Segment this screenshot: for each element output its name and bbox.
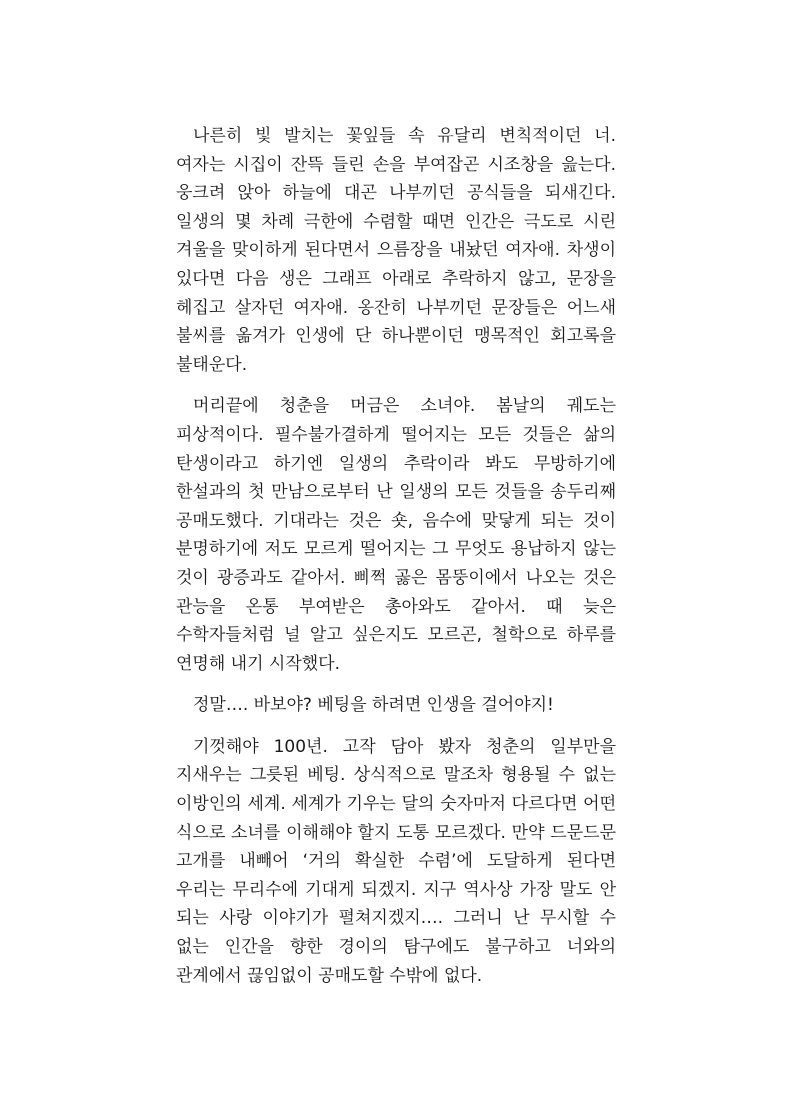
body-text [176,122,616,1003]
paragraph-1: 나른히 빛 발치는 꽃잎들 속 유달리 변칙적이던 너. 여자는 시집이 잔뜩 들린 손을 부여잡곤 시조창을 읊는다. 웅크려 앉아 하늘에 대곤 나부끼던 공식들을 되새긴다. 일생의 몇 차례 극한에 수렴할 때면 인간은 극도로 시린 겨울을 맞이하게 된다면서 으름장을 내놨던 여자애. 차생이 있다면 다음 생은 그래프 아래로 추락하지 않고, 문장을 헤집고 살자던 여자애. 옹잔히 나부끼던 문장들은 어느새 불씨를 옮겨가 인생에 단 하나뿐이던 맹목적인 회고록을 불태운다. [176,126,616,375]
paragraph-3: 정말…. 바보야? 베팅을 하려면 인생을 걸어야지! [193,695,554,716]
paragraph-2: 머리끝에 청춘을 머금은 소녀야. 봄날의 궤도는 피상적이다. 필수불가결하게 떨어지는 모든 것들은 삶의 탄생이라고 하기엔 일생의 추락이라 봐도 무방하기에 한설과의 첫 만남으로부터 난 일생의 모든 것들을 송두리째 공매도했다. 기대라는 것은 숏, 음수에 맞닿게 되는 것이 분명하기에 저도 모르게 떨어지는 그 무엇도 용납하지 않는 것이 광증과도 같아서. 삐쩍 곯은 몸뚱이에서 나오는 것은 관능을 온통 부여받은 총아와도 같아서. 때 늦은 수학자들처럼 널 알고 싶은지도 모르곤, 철학으로 하루를 연명해 내기 시작했다. [176,396,616,674]
paragraph-4: 기껏해야 100년. 고작 담아 봤자 청춘의 일부만을 지새우는 그릇된 베팅. 상식적으로 말조차 형용될 수 없는 이방인의 세계. 세계가 기우는 달의 숫자마저 다르다면 어떤 식으로 소녀를 이해해야 할지 도통 모르겠다. 만약 드문드문 고개를 내빼어 ‘거의 확실한 수렴’에 도달하게 된다면 우리는 무리수에 기대게 되겠지. 지구 역사상 가장 말도 안 되는 사랑 이야기가 펼쳐지겠지…. 그러니 난 무시할 수 없는 인간을 향한 경이의 탐구에도 불구하고 너와의 관계에서 끊임없이 공매도할 수밖에 없다. [176,736,616,986]
